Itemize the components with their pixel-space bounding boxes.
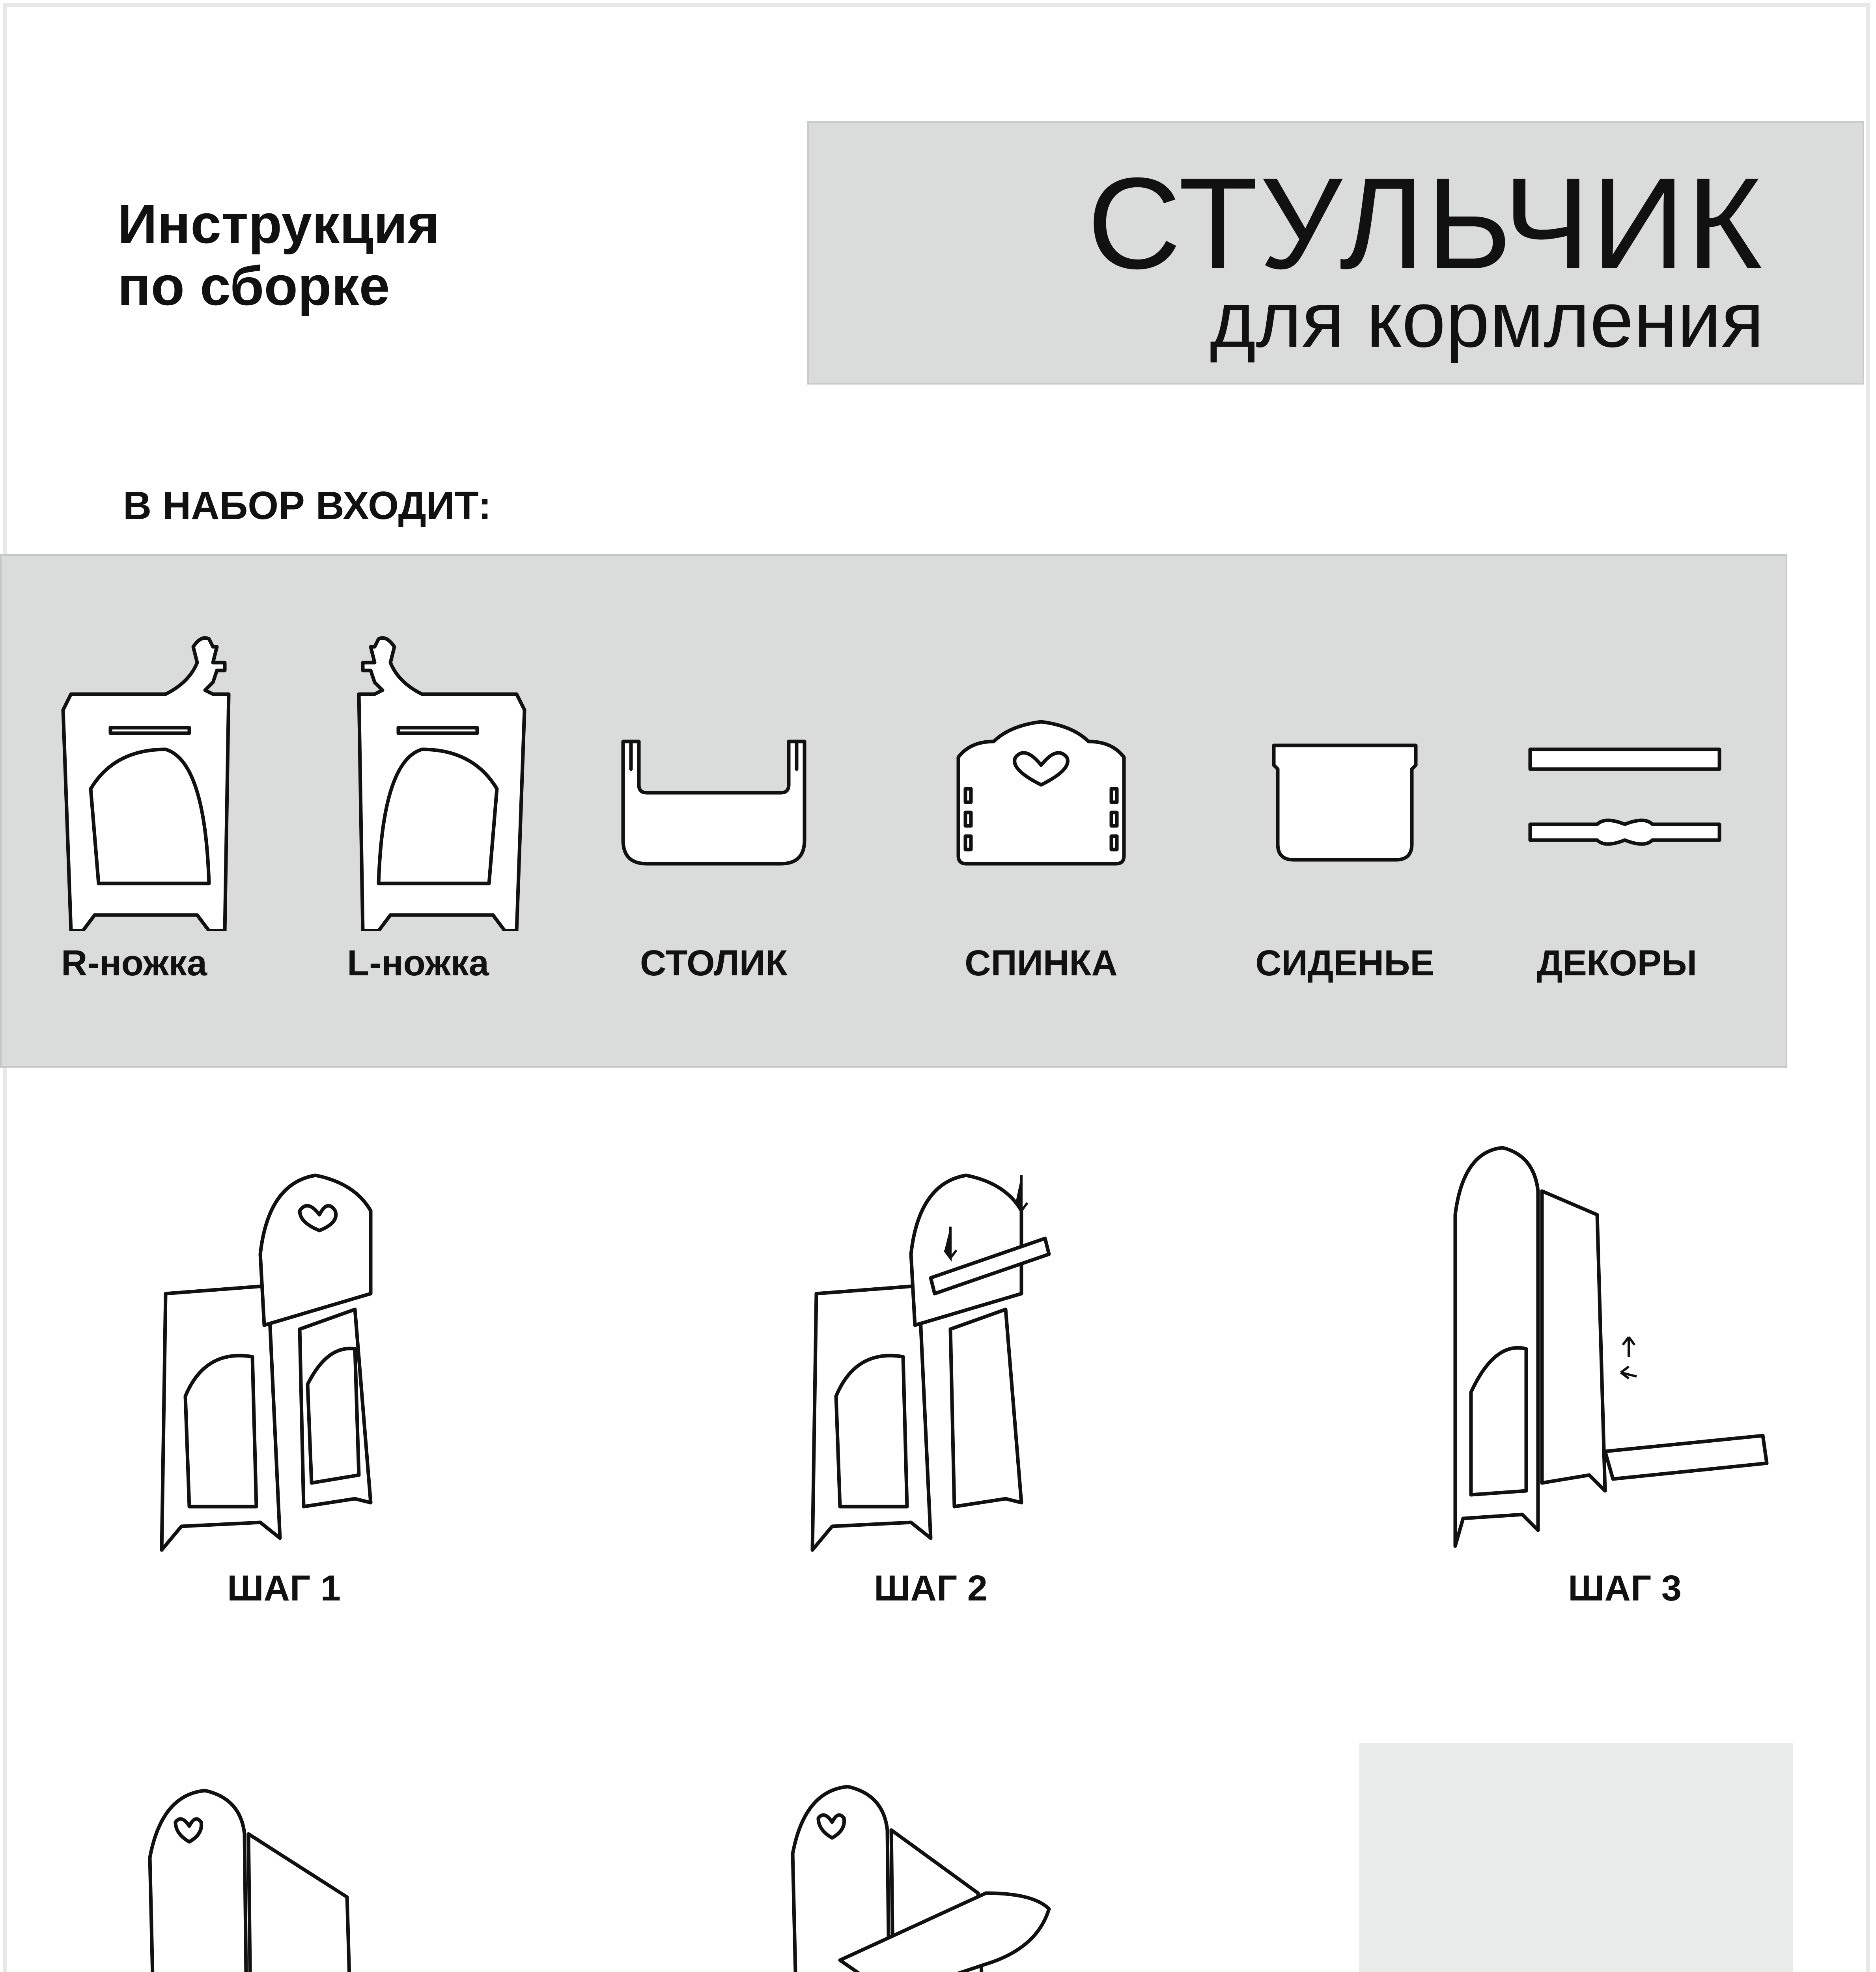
step-2-illustration	[801, 1160, 1077, 1554]
product-subtitle: для кормления	[1210, 276, 1764, 364]
part-label-l-leg: L-ножка	[347, 943, 489, 983]
table-illustration	[615, 734, 812, 868]
part-label-backrest: СПИНКА	[965, 943, 1118, 983]
l-leg-illustration	[327, 631, 532, 931]
step-5-illustration	[781, 1775, 1215, 1972]
kit-heading: В НАБОР ВХОДИТ:	[123, 484, 491, 528]
title-panel	[807, 121, 1864, 385]
product-title: СТУЛЬЧИК	[1087, 150, 1764, 296]
step-1-label: ШАГ 1	[227, 1568, 341, 1608]
placeholder-panel	[1359, 1743, 1793, 1972]
seat-illustration	[1262, 734, 1428, 868]
instruction-line-1: Инструкция	[118, 193, 440, 255]
step-4-illustration	[138, 1779, 592, 1972]
part-label-seat: СИДЕНЬЕ	[1255, 943, 1434, 983]
step-3-illustration	[1439, 1136, 1786, 1554]
part-label-table: СТОЛИК	[640, 943, 788, 983]
part-label-decor: ДЕКОРЫ	[1536, 943, 1697, 983]
step-2-label: ШАГ 2	[874, 1568, 987, 1608]
step-1-illustration	[150, 1160, 426, 1554]
backrest-illustration	[946, 718, 1136, 868]
step-3-label: ШАГ 3	[1568, 1568, 1682, 1608]
instruction-heading	[118, 193, 440, 317]
parts-panel	[0, 554, 1787, 1068]
decor-illustration	[1522, 734, 1727, 860]
r-leg-illustration	[55, 631, 260, 931]
instruction-line-2: по сборке	[118, 254, 390, 317]
part-label-r-leg: R-ножка	[61, 943, 207, 983]
